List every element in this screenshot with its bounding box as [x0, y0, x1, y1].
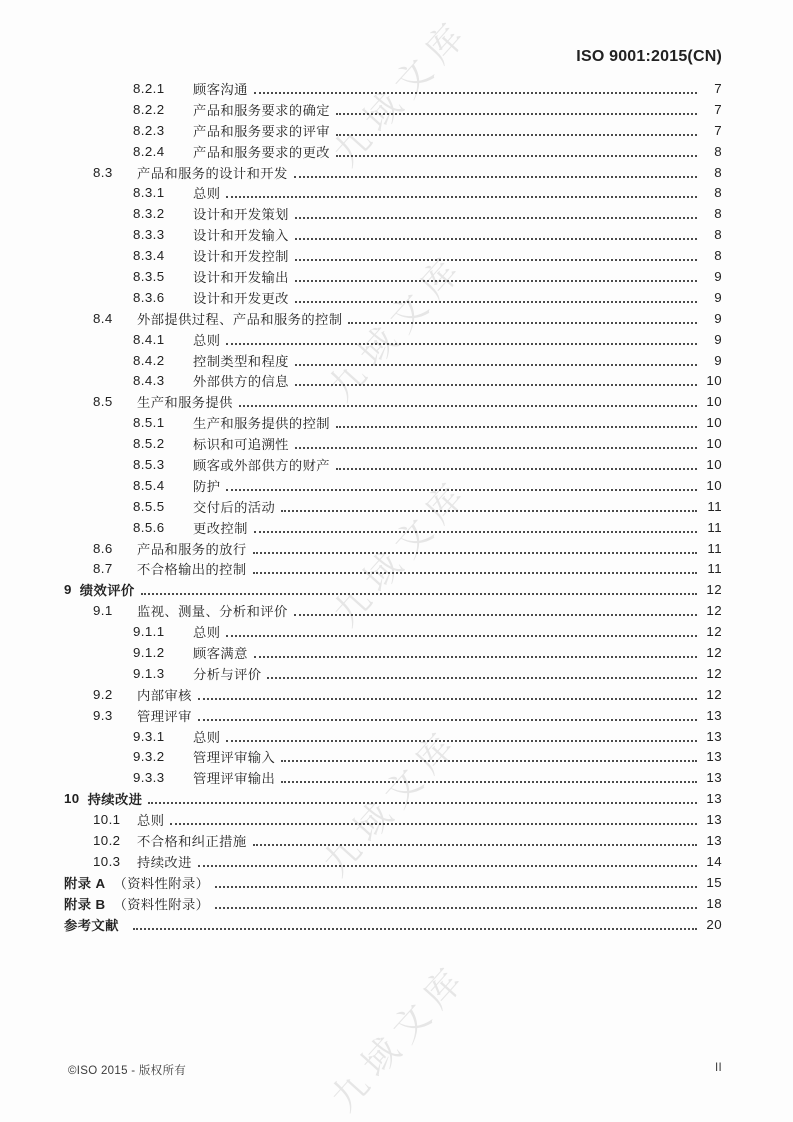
- dot-leader: [198, 689, 697, 700]
- entry-title: 设计和开发更改: [193, 290, 289, 306]
- entry-page: 8: [714, 227, 722, 243]
- entry-page: 10: [706, 477, 722, 493]
- dot-leader: [239, 396, 697, 407]
- dot-leader: [254, 83, 697, 94]
- entry-page: 12: [706, 644, 722, 660]
- entry-suffix: （资料性附录）: [113, 875, 210, 891]
- entry-number: 8.5.5: [133, 498, 165, 514]
- entry-page: 12: [706, 686, 722, 702]
- entry-title: 总则: [193, 729, 221, 745]
- dot-leader: [281, 751, 697, 762]
- toc-entry: [0, 475, 722, 496]
- entry-title: 产品和服务要求的更改: [193, 144, 330, 160]
- watermark-text: 九域文库: [322, 954, 477, 1119]
- dot-leader: [215, 898, 697, 909]
- entry-title: 总则: [193, 186, 221, 202]
- toc-entry: [0, 788, 722, 809]
- entry-page: 13: [706, 833, 722, 848]
- toc-entry: [0, 642, 722, 663]
- entry-page: 18: [706, 895, 722, 911]
- entry-page: 12: [706, 624, 722, 640]
- dot-leader: [295, 229, 697, 240]
- entry-title: 顾客满意: [193, 645, 248, 661]
- toc-entry: [0, 266, 722, 287]
- page-number: II: [715, 1062, 722, 1074]
- toc-entry: [0, 893, 722, 914]
- entry-page: 12: [706, 603, 722, 619]
- page-footer: [68, 1062, 722, 1078]
- toc-entry: [0, 203, 722, 224]
- toc-entry: [0, 830, 722, 851]
- entry-number: 8.4: [93, 310, 113, 326]
- entry-number: 8.5.2: [133, 436, 165, 452]
- toc-entry: [0, 141, 722, 162]
- entry-number: 附录 A: [64, 875, 106, 891]
- toc-entry: [0, 809, 722, 830]
- entry-number: 8.3.5: [133, 268, 165, 284]
- dot-leader: [226, 187, 697, 198]
- entry-number: 10.1: [93, 812, 121, 828]
- entry-title: 设计和开发输出: [193, 269, 289, 285]
- entry-page: 8: [714, 248, 722, 264]
- entry-title: 分析与评价: [193, 666, 262, 682]
- entry-number: 8.2.4: [133, 143, 165, 159]
- entry-page: 11: [707, 519, 722, 535]
- entry-number: 9.1: [93, 603, 113, 619]
- entry-title: 产品和服务的设计和开发: [137, 165, 288, 181]
- entry-title: 绩效评价: [79, 583, 135, 599]
- entry-page: 9: [714, 331, 722, 347]
- toc-entry: [0, 120, 722, 141]
- entry-number: 9.3: [93, 707, 113, 723]
- dot-leader: [148, 793, 697, 804]
- toc-entry: [0, 78, 722, 99]
- dot-leader: [226, 480, 697, 491]
- entry-number: 10: [64, 791, 80, 807]
- entry-title: 设计和开发控制: [193, 249, 289, 265]
- entry-title: 顾客沟通: [193, 81, 248, 97]
- entry-number: 8.4.1: [133, 331, 165, 347]
- entry-number: 8.5.1: [133, 415, 165, 431]
- entry-title: 交付后的活动: [193, 499, 276, 515]
- toc-entry: [0, 433, 722, 454]
- dot-leader: [198, 856, 697, 867]
- toc-entry: [0, 370, 722, 391]
- dot-leader: [254, 522, 697, 533]
- entry-page: 13: [706, 791, 722, 807]
- entry-page: 11: [707, 540, 722, 556]
- entry-title: 管理评审输入: [193, 750, 276, 766]
- entry-page: 12: [706, 582, 722, 598]
- entry-number: 10.2: [93, 833, 121, 848]
- toc-entry: [0, 684, 722, 705]
- entry-title: 产品和服务的放行: [137, 541, 247, 557]
- entry-number: 8.3.2: [133, 206, 165, 222]
- dot-leader: [336, 125, 697, 136]
- dot-leader: [226, 626, 697, 637]
- entry-number: 8.5.3: [133, 456, 165, 472]
- entry-page: 8: [714, 206, 722, 222]
- copyright-notice: ©ISO 2015 - 版权所有: [68, 1065, 187, 1077]
- entry-number: 9.1.3: [133, 665, 165, 681]
- toc-entry: [0, 162, 722, 183]
- entry-title: 监视、测量、分析和评价: [137, 604, 288, 620]
- toc-entry: [0, 767, 722, 788]
- entry-number: 参考文献: [64, 917, 119, 933]
- toc-entry: [0, 99, 722, 120]
- entry-title: 外部提供过程、产品和服务的控制: [137, 311, 343, 327]
- entry-title: 持续改进: [137, 854, 192, 870]
- entry-number: 9.3.1: [133, 728, 165, 744]
- entry-number: 8.3.4: [133, 248, 165, 264]
- dot-leader: [295, 208, 697, 219]
- dot-leader: [254, 647, 697, 658]
- dot-leader: [215, 877, 697, 888]
- dot-leader: [336, 417, 697, 428]
- toc-entry: [0, 558, 722, 579]
- entry-page: 8: [714, 185, 722, 201]
- toc-entry: [0, 538, 722, 559]
- entry-page: 9: [714, 289, 722, 305]
- entry-number: 8.4.3: [133, 373, 165, 389]
- toc-entry: [0, 412, 722, 433]
- dot-leader: [336, 146, 697, 157]
- toc-entry: [0, 726, 722, 747]
- entry-title: 防护: [193, 478, 221, 494]
- entry-page: 9: [714, 352, 722, 368]
- dot-leader: [226, 731, 697, 742]
- entry-suffix: （资料性附录）: [113, 896, 210, 912]
- dot-leader: [295, 438, 697, 449]
- entry-page: 7: [714, 80, 722, 96]
- entry-number: 9.1.1: [133, 624, 165, 640]
- dot-leader: [295, 375, 697, 386]
- entry-page: 9: [714, 310, 722, 326]
- dot-leader: [281, 772, 697, 783]
- toc-entry: [0, 308, 722, 329]
- dot-leader: [336, 104, 697, 115]
- entry-title: 生产和服务提供: [137, 395, 233, 411]
- entry-title: 外部供方的信息: [193, 374, 289, 390]
- entry-title: 内部审核: [137, 687, 192, 703]
- toc-entry: [0, 182, 722, 203]
- toc-entry: [0, 496, 722, 517]
- dot-leader: [295, 355, 697, 366]
- entry-page: 13: [706, 728, 722, 744]
- entry-number: 9: [64, 582, 72, 598]
- entry-title: 控制类型和程度: [193, 353, 289, 369]
- entry-page: 8: [714, 143, 722, 159]
- entry-title: 不合格和纠正措施: [137, 834, 247, 849]
- entry-page: 10: [706, 373, 722, 389]
- entry-title: 产品和服务要求的评审: [193, 123, 330, 139]
- entry-page: 10: [706, 436, 722, 452]
- entry-title: 生产和服务提供的控制: [193, 416, 330, 432]
- entry-page: 14: [706, 853, 722, 869]
- toc-entry: [0, 224, 722, 245]
- entry-page: 7: [714, 101, 722, 117]
- entry-page: 8: [714, 164, 722, 180]
- entry-number: 8.3.1: [133, 185, 165, 201]
- entry-number: 8.5.6: [133, 519, 165, 535]
- entry-page: 13: [706, 749, 722, 765]
- entry-title: 管理评审输出: [193, 771, 276, 787]
- entry-title: 总则: [193, 625, 221, 641]
- entry-number: 8.7: [93, 561, 113, 577]
- dot-leader: [294, 167, 697, 178]
- entry-page: 11: [707, 498, 722, 514]
- entry-page: 13: [706, 812, 722, 828]
- page-header: [0, 48, 722, 66]
- entry-title: 总则: [193, 332, 221, 348]
- toc-entry: [0, 621, 722, 642]
- dot-leader: [348, 313, 697, 324]
- document-title: ISO 9001:2015(CN): [576, 48, 722, 65]
- dot-leader: [133, 919, 697, 930]
- toc-entry: [0, 851, 722, 872]
- dot-leader: [281, 501, 697, 512]
- toc-entry: [0, 350, 722, 371]
- watermark-text: 九域文库: [314, 719, 469, 884]
- entry-number: 8.2.1: [133, 80, 165, 96]
- entry-number: 8.3: [93, 164, 113, 180]
- entry-number: 8.3.6: [133, 289, 165, 305]
- entry-page: 10: [706, 415, 722, 431]
- entry-number: 9.2: [93, 686, 113, 702]
- dot-leader: [226, 334, 697, 345]
- toc-entry: [0, 287, 722, 308]
- entry-title: 标识和可追溯性: [193, 437, 289, 453]
- entry-page: 20: [706, 916, 722, 932]
- toc-entry: [0, 705, 722, 726]
- entry-number: 10.3: [93, 853, 121, 869]
- entry-number: 附录 B: [64, 896, 106, 912]
- toc-entry: [0, 517, 722, 538]
- entry-title: 管理评审: [137, 708, 192, 724]
- entry-title: 设计和开发输入: [193, 228, 289, 244]
- dot-leader: [295, 271, 697, 282]
- toc-entry: [0, 245, 722, 266]
- watermark-text: 九域文库: [324, 9, 479, 174]
- entry-title: 持续改进: [87, 792, 143, 808]
- entry-page: 13: [706, 770, 722, 786]
- entry-number: 8.3.3: [133, 227, 165, 243]
- entry-title: 设计和开发策划: [193, 207, 289, 223]
- entry-title: 总则: [137, 813, 165, 829]
- entry-page: 10: [706, 456, 722, 472]
- watermark-text: 九域文库: [319, 244, 474, 409]
- toc-entry: [0, 329, 722, 350]
- toc-entry: [0, 914, 722, 935]
- toc-entry: [0, 747, 722, 768]
- entry-title: 产品和服务要求的确定: [193, 102, 330, 118]
- dot-leader: [294, 605, 697, 616]
- dot-leader: [253, 835, 697, 846]
- dot-leader: [170, 814, 697, 825]
- toc-entry: [0, 579, 722, 600]
- entry-number: 9.3.3: [133, 770, 165, 786]
- entry-number: 8.5: [93, 394, 113, 410]
- entry-number: 8.2.3: [133, 122, 165, 138]
- toc-entry: [0, 663, 722, 684]
- entry-title: 顾客或外部供方的财产: [193, 457, 330, 473]
- dot-leader: [141, 584, 697, 595]
- entry-title: 不合格输出的控制: [137, 562, 247, 578]
- entry-page: 12: [706, 665, 722, 681]
- dot-leader: [253, 543, 697, 554]
- dot-leader: [295, 250, 697, 261]
- entry-number: 9.1.2: [133, 644, 165, 660]
- entry-number: 9.3.2: [133, 749, 165, 765]
- entry-number: 8.5.4: [133, 477, 165, 493]
- entry-number: 8.6: [93, 540, 113, 556]
- dot-leader: [336, 459, 697, 470]
- entry-page: 9: [714, 268, 722, 284]
- dot-leader: [267, 668, 697, 679]
- entry-page: 7: [714, 122, 722, 138]
- toc-entry: [0, 391, 722, 412]
- entry-page: 15: [706, 874, 722, 890]
- toc-entry: [0, 600, 722, 621]
- toc-entry: [0, 454, 722, 475]
- entry-page: 11: [707, 561, 722, 577]
- entry-title: 更改控制: [193, 520, 248, 536]
- table-of-contents: [0, 78, 793, 935]
- toc-entry: [0, 872, 722, 893]
- entry-number: 8.4.2: [133, 352, 165, 368]
- dot-leader: [253, 563, 697, 574]
- entry-page: 10: [706, 394, 722, 410]
- dot-leader: [295, 292, 697, 303]
- entry-number: 8.2.2: [133, 101, 165, 117]
- dot-leader: [198, 710, 697, 721]
- entry-page: 13: [706, 707, 722, 723]
- watermark-text: 九域文库: [324, 469, 479, 634]
